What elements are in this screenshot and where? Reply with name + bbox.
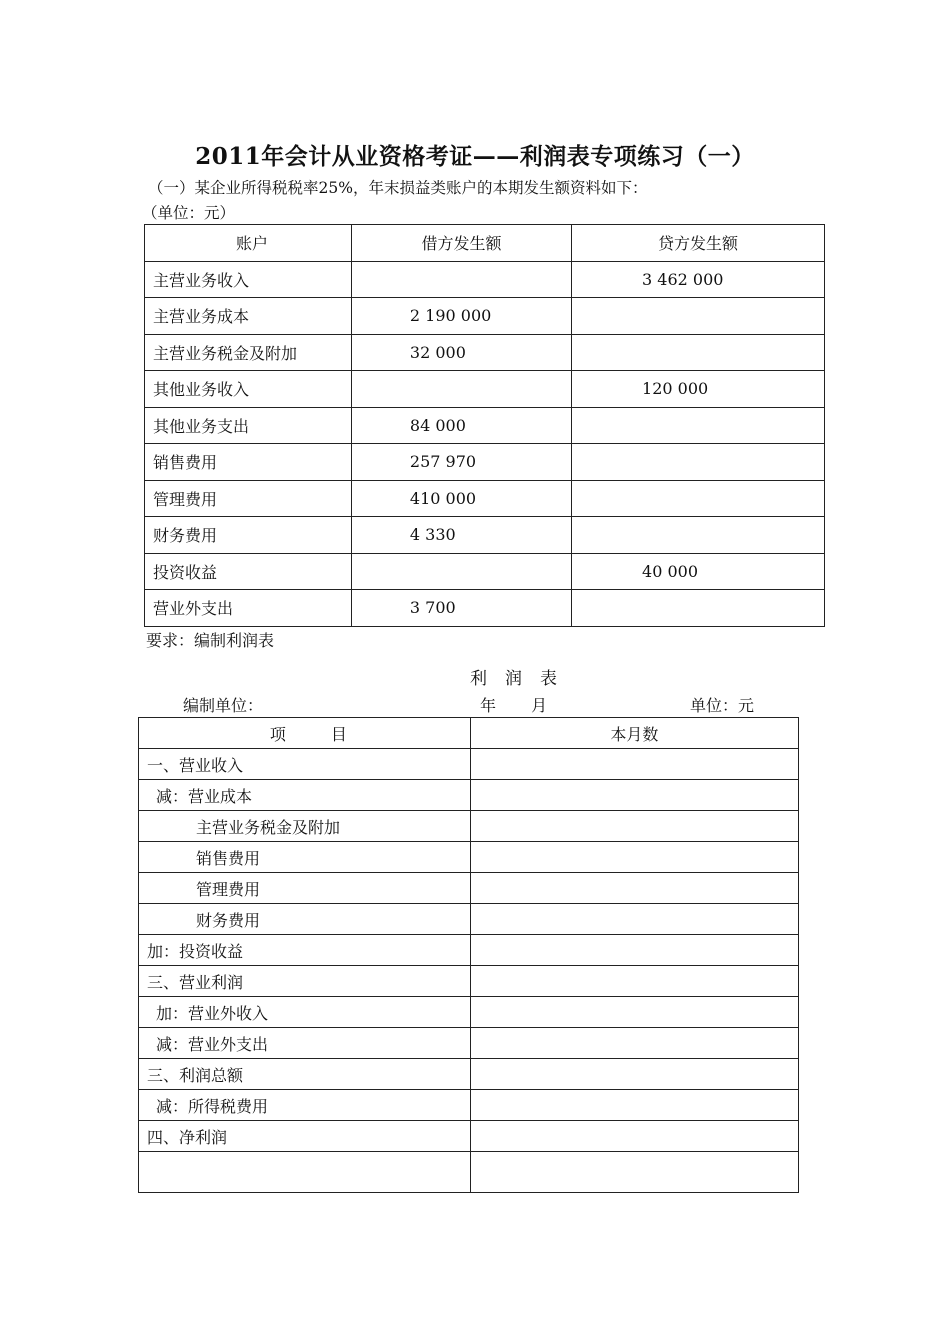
header-item: 项 目: [139, 718, 471, 749]
table-row: [139, 904, 799, 935]
table-row: [145, 298, 825, 335]
table-row: [139, 780, 799, 811]
amount-cell[interactable]: [470, 1028, 798, 1059]
table-row: [139, 1121, 799, 1152]
table-row: [145, 590, 825, 627]
amount-cell[interactable]: [470, 811, 798, 842]
table-row: [139, 935, 799, 966]
account-cell: 其他业务支出: [145, 407, 352, 444]
amount-cell[interactable]: [470, 873, 798, 904]
account-cell: 管理费用: [145, 480, 352, 517]
currency-label: 单位：元: [690, 696, 755, 715]
amount-cell[interactable]: [470, 997, 798, 1028]
account-cell: 主营业务成本: [145, 298, 352, 335]
amount-cell[interactable]: [470, 780, 798, 811]
item-cell: 管理费用: [139, 873, 471, 904]
credit-cell: [572, 407, 825, 444]
debit-cell: 3 700: [351, 590, 571, 627]
amount-cell[interactable]: [470, 935, 798, 966]
date-label: 年 月: [480, 696, 548, 715]
item-cell: 销售费用: [139, 842, 471, 873]
debit-cell: [351, 553, 571, 590]
debit-cell: [351, 261, 571, 298]
item-cell: 一、营业收入: [139, 749, 471, 780]
item-cell: 减：营业外支出: [139, 1028, 471, 1059]
amount-cell[interactable]: [470, 1090, 798, 1121]
item-cell: [139, 1152, 471, 1193]
table-row: [139, 966, 799, 997]
credit-cell: [572, 590, 825, 627]
item-cell: 减：营业成本: [139, 780, 471, 811]
amount-cell[interactable]: [470, 1121, 798, 1152]
table-row: [145, 371, 825, 408]
table-row: [139, 842, 799, 873]
account-table: [144, 224, 825, 627]
amount-cell[interactable]: [470, 749, 798, 780]
table-row: [145, 480, 825, 517]
unit-text: （单位：元）: [142, 204, 236, 222]
amount-cell[interactable]: [470, 966, 798, 997]
income-statement-title: 利润表: [470, 669, 575, 689]
table-row: [139, 1152, 799, 1193]
credit-cell: [572, 444, 825, 481]
credit-cell: 3 462 000: [572, 261, 825, 298]
table-row: [139, 997, 799, 1028]
table-row: [145, 334, 825, 371]
header-account: 账户: [145, 225, 352, 262]
income-statement-table: [138, 717, 799, 1193]
preparer-label: 编制单位：: [183, 696, 264, 715]
table-row: [139, 873, 799, 904]
amount-cell[interactable]: [470, 842, 798, 873]
item-cell: 三、营业利润: [139, 966, 471, 997]
debit-cell: 32 000: [351, 334, 571, 371]
credit-cell: [572, 517, 825, 554]
account-cell: 营业外支出: [145, 590, 352, 627]
debit-cell: 84 000: [351, 407, 571, 444]
table-row: [139, 1059, 799, 1090]
table-row: [145, 261, 825, 298]
credit-cell: 40 000: [572, 553, 825, 590]
credit-cell: [572, 334, 825, 371]
account-table-header: [145, 225, 825, 262]
table-row: [139, 749, 799, 780]
account-cell: 主营业务收入: [145, 261, 352, 298]
credit-cell: [572, 298, 825, 335]
debit-cell: 410 000: [351, 480, 571, 517]
table-row: [139, 1090, 799, 1121]
table-row: [145, 444, 825, 481]
item-cell: 主营业务税金及附加: [139, 811, 471, 842]
account-cell: 其他业务收入: [145, 371, 352, 408]
debit-cell: 2 190 000: [351, 298, 571, 335]
intro-text: （一）某企业所得税税率25%，年末损益类账户的本期发生额资料如下：: [148, 179, 648, 197]
item-cell: 减：所得税费用: [139, 1090, 471, 1121]
account-cell: 财务费用: [145, 517, 352, 554]
item-cell: 三、利润总额: [139, 1059, 471, 1090]
debit-cell: 257 970: [351, 444, 571, 481]
page-title: 2011年会计从业资格考证——利润表专项练习（一）: [195, 143, 755, 170]
account-cell: 主营业务税金及附加: [145, 334, 352, 371]
table-row: [139, 811, 799, 842]
table-row: [145, 517, 825, 554]
table-row: [145, 407, 825, 444]
header-credit: 贷方发生额: [572, 225, 825, 262]
header-debit: 借方发生额: [351, 225, 571, 262]
item-cell: 四、净利润: [139, 1121, 471, 1152]
item-cell: 财务费用: [139, 904, 471, 935]
amount-cell[interactable]: [470, 904, 798, 935]
item-cell: 加：营业外收入: [139, 997, 471, 1028]
header-month: 本月数: [470, 718, 798, 749]
credit-cell: [572, 480, 825, 517]
debit-cell: 4 330: [351, 517, 571, 554]
table-row: [145, 553, 825, 590]
debit-cell: [351, 371, 571, 408]
item-cell: 加：投资收益: [139, 935, 471, 966]
table-row: [139, 1028, 799, 1059]
account-cell: 投资收益: [145, 553, 352, 590]
requirement-text: 要求：编制利润表: [146, 631, 275, 650]
account-cell: 销售费用: [145, 444, 352, 481]
income-table-header: [139, 718, 799, 749]
credit-cell: 120 000: [572, 371, 825, 408]
amount-cell[interactable]: [470, 1152, 798, 1193]
amount-cell[interactable]: [470, 1059, 798, 1090]
